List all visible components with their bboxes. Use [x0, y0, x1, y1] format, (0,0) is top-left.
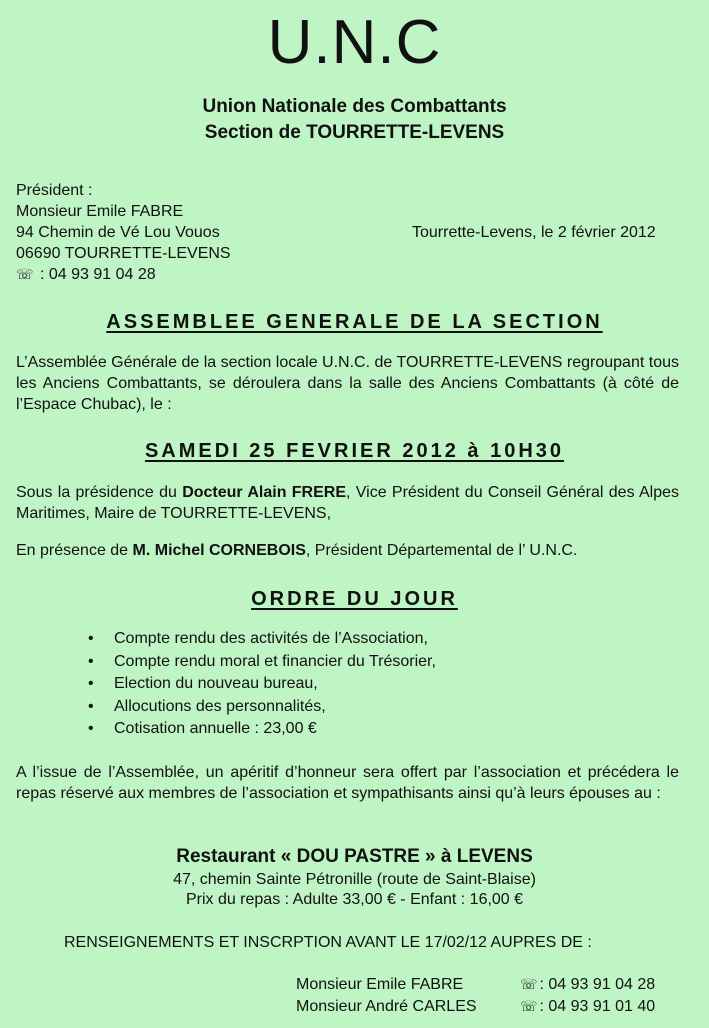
presidence-paragraph [16, 482, 679, 524]
assembly-heading: ASSEMBLEE GENERALE DE LA SECTION [106, 311, 603, 333]
bullet-icon: • [88, 720, 94, 737]
presence-pre: En présence de [16, 542, 133, 559]
org-line-1: Union Nationale des Combattants [202, 96, 507, 117]
president-label: Président : [16, 182, 93, 199]
presidence-pre: Sous la présidence du [16, 484, 183, 501]
agenda-list [86, 628, 436, 741]
presence-paragraph [16, 540, 679, 561]
president-phone-line [16, 264, 231, 285]
org-line-2: Section de TOURRETTE-LEVENS [204, 122, 505, 143]
telephone-icon: ☏ [520, 976, 538, 992]
registration-heading: RENSEIGNEMENTS ET INSCRPTION AVANT LE 17/02/12 AUPRES DE : [64, 934, 592, 951]
assembly-intro [16, 352, 679, 415]
contact-phone: : 04 93 91 04 28 [539, 976, 656, 993]
telephone-icon: ☏ [520, 998, 538, 1014]
assembly-intro-text: L’Assemblée Générale de la section locale U.N.C. de TOURRETTE-LEVENS regroupant tous les Anciens Combattants, se déroulera dans la salle des Anciens Combattants (à côté de l’Espace Chubac), le : [16, 354, 679, 413]
contact-name: Monsieur Emile FABRE [296, 976, 464, 993]
organization-name [0, 94, 709, 146]
president-address-2: 06690 TOURRETTE-LEVENS [16, 245, 231, 262]
president-address-1: 94 Chemin de Vé Lou Vouos [16, 224, 220, 241]
bullet-icon: • [88, 675, 94, 692]
presence-name: M. Michel CORNEBOIS [132, 542, 306, 559]
president-name: Monsieur Emile FABRE [16, 203, 184, 220]
list-item: • Compte rendu des activités de l’Association, [86, 628, 436, 651]
agenda-heading: ORDRE DU JOUR [251, 588, 458, 610]
restaurant-address: 47, chemin Sainte Pétronille (route de Saint-Blaise) [173, 871, 536, 888]
list-item: • Cotisation annuelle : 23,00 € [86, 718, 436, 741]
contact-row [296, 996, 655, 1017]
restaurant-name: Restaurant « DOU PASTRE » à LEVENS [176, 846, 533, 867]
presence-post: , Président Départemental de l’ U.N.C. [305, 542, 578, 559]
president-phone: : 04 93 91 04 28 [39, 266, 156, 283]
contact-phone: : 04 93 91 01 40 [539, 998, 656, 1015]
bullet-icon: • [88, 652, 94, 670]
list-item: • Allocutions des personnalités, [86, 696, 436, 719]
document-title: U.N.C [267, 8, 442, 77]
presidence-name: Docteur Alain FRERE [182, 484, 347, 501]
restaurant-prices: Prix du repas : Adulte 33,00 € - Enfant : 16,00 € [185, 891, 524, 908]
president-block [16, 180, 231, 285]
presidence-post: , Vice Président du Conseil Général des Alpes Maritimes, Maire de TOURRETTE-LEVENS, [16, 484, 680, 522]
list-item: • Compte rendu moral et financier du Trésorier, [86, 651, 436, 674]
bullet-icon: • [88, 697, 94, 715]
contact-name: Monsieur André CARLES [296, 998, 477, 1015]
bullet-icon: • [88, 630, 94, 647]
telephone-icon: ☏ [16, 266, 34, 282]
date-line: Tourrette-Levens, le 2 février 2012 [412, 224, 656, 241]
contact-row [296, 974, 655, 995]
aperitif-text: A l’issue de l’Assemblée, un apéritif d’honneur sera offert par l’association et précédera le repas réservé aux membres de l’association et sympathisants ainsi qu’à leurs épouses au : [16, 764, 679, 802]
aperitif-paragraph [16, 762, 679, 804]
list-item: • Election du nouveau bureau, [86, 673, 436, 696]
meeting-date-heading: SAMEDI 25 FEVRIER 2012 à 10H30 [144, 440, 565, 462]
